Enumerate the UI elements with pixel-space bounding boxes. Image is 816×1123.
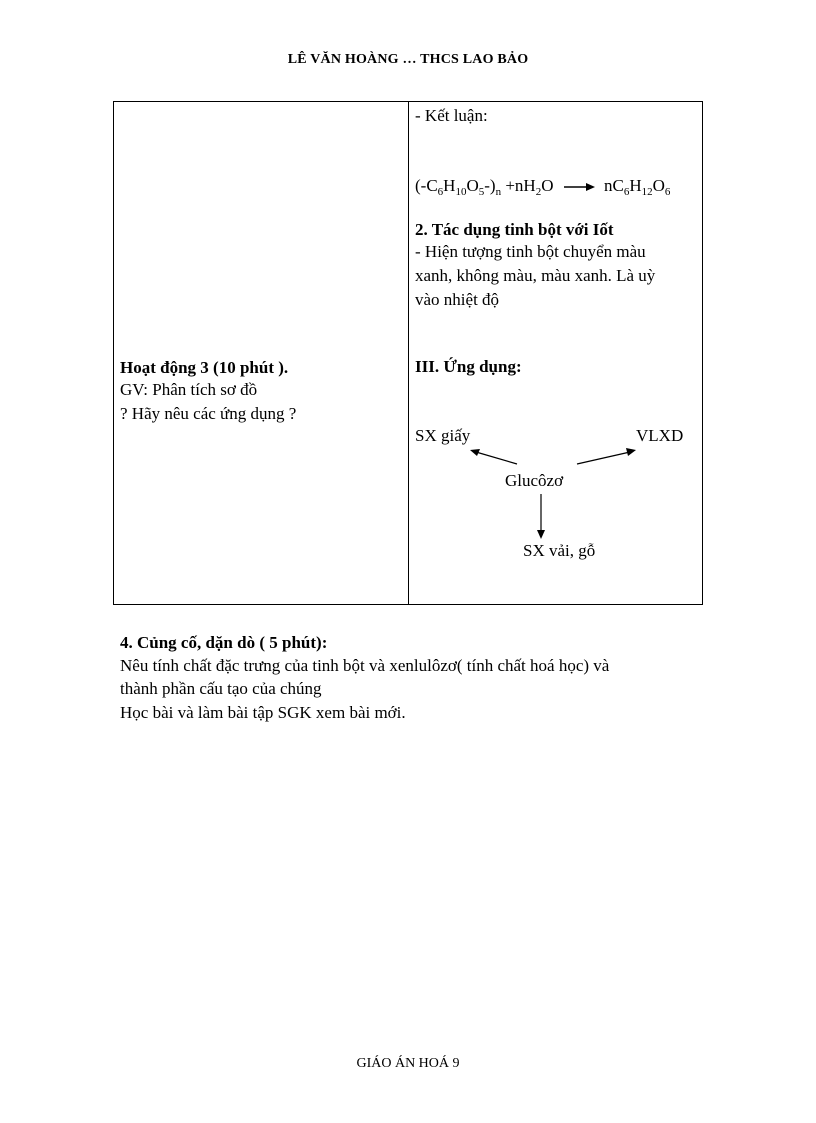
page-header: LÊ VĂN HOÀNG … THCS LAO BẢO: [287, 52, 529, 67]
lesson-table: [113, 101, 703, 605]
section3-title: III. Ứng dụng:: [415, 357, 522, 376]
diagram-node-left: SX giấy: [415, 426, 471, 445]
summary-line2: thành phần cấu tạo của chúng: [120, 679, 322, 698]
diagram-node-center: Glucôzơ: [505, 471, 564, 490]
reaction-equation: $(-C_6H_{10}O_5-)_n +nH_2O$ $nC_6H_{12}O_6$: [415, 176, 671, 198]
activity-line1: GV: Phân tích sơ đồ: [120, 380, 258, 399]
eq-part: -): [484, 176, 496, 195]
section2-line3: vào nhiệt độ: [415, 290, 500, 309]
activity-title: Hoạt động 3 (10 phút ).: [120, 358, 289, 377]
section2-line1: - Hiện tượng tinh bột chuyển màu: [415, 242, 646, 261]
eq-part: nC: [603, 176, 624, 195]
page-footer: GIÁO ÁN HOÁ 9: [356, 1056, 460, 1071]
arrow-right: [577, 452, 630, 464]
diagram-node-right: VLXD: [636, 426, 684, 445]
summary-line3: Học bài và làm bài tập SGK xem bài mới.: [120, 703, 406, 722]
eq-part: +nH: [501, 176, 536, 195]
summary-title: 4. Củng cố, dặn dò ( 5 phút):: [120, 633, 328, 652]
arrow-left: [476, 452, 517, 464]
arrowhead-left-icon: [470, 449, 480, 456]
eq-part: (-C: [415, 176, 438, 195]
section2-line2: xanh, không màu, màu xanh. Là uỳ: [415, 266, 656, 285]
section2-title: 2. Tác dụng tinh bột với Iốt: [415, 220, 614, 239]
arrowhead-right-icon: [626, 448, 636, 456]
arrowhead-down-icon: [537, 530, 545, 539]
activity-line2: ? Hãy nêu các ứng dụng ?: [120, 404, 297, 423]
diagram-node-bottom: SX vải, gỗ: [523, 541, 596, 560]
eq-part: O: [541, 176, 554, 195]
summary-line1: Nêu tính chất đặc trưng của tinh bột và xenlulôzơ( tính chất hoá học) và: [120, 656, 610, 675]
diagram-arrows: [114, 102, 702, 604]
conclusion-label: - Kết luận:: [415, 106, 488, 125]
